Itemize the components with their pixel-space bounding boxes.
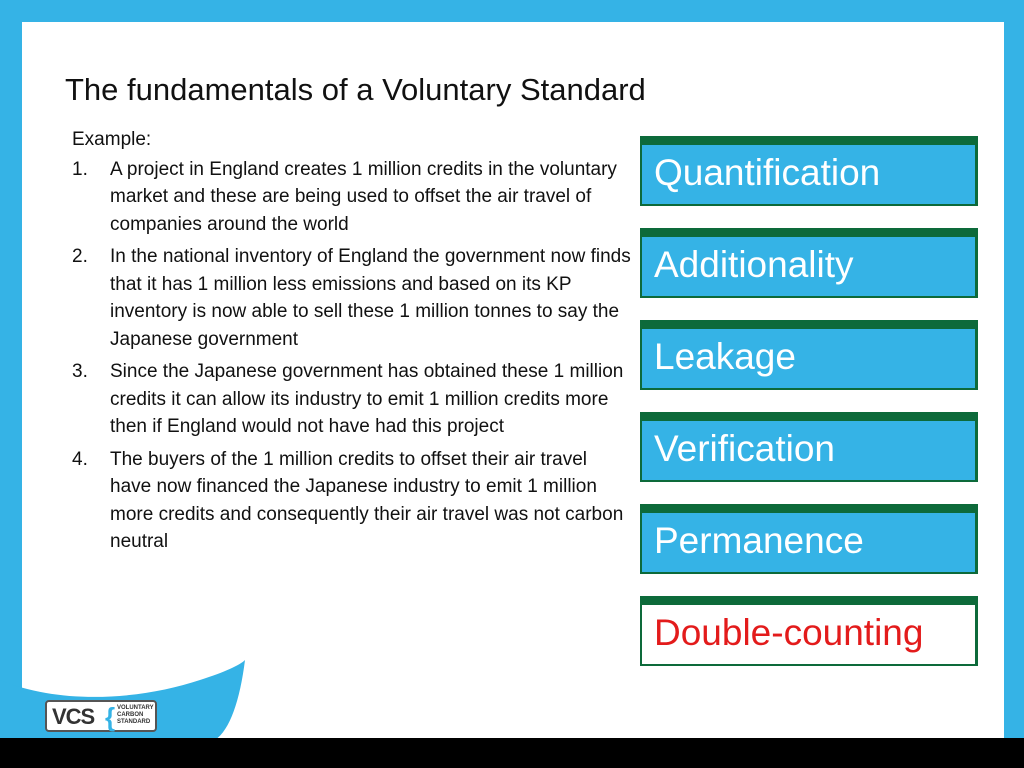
box-permanence (640, 504, 978, 574)
box-label: Leakage (654, 336, 796, 377)
fundamentals-boxes (640, 136, 978, 688)
box-additionality (640, 228, 978, 298)
slide-title: The fundamentals of a Voluntary Standard (65, 72, 646, 107)
logo-bracket-icon: { (105, 702, 116, 732)
logo-line-1: VOLUNTARY (117, 705, 154, 711)
list-text: The buyers of the 1 million credits to offset their air travel have now financed the Japanese industry to emit 1 million more credits and consequently their air travel was not carbon neutral (110, 448, 624, 552)
box-leakage (640, 320, 978, 390)
list-number: 2. (72, 246, 88, 267)
box-label: Quantification (654, 152, 881, 193)
vcs-logo (45, 700, 157, 732)
list-text: Since the Japanese government has obtained these 1 million credits it can allow its industry to emit 1 million credits more then if England would not have had this project (110, 361, 624, 437)
box-label: Double-counting (654, 612, 924, 653)
box-label: Additionality (654, 244, 854, 285)
list-text: In the national inventory of England the government now finds that it has 1 million less emissions and based on its KP inventory is now able to sell these 1 million tonnes to say the Japanese government (110, 246, 631, 350)
footer-bar (0, 738, 1024, 768)
logo-subtitle (117, 705, 154, 726)
list-text: A project in England creates 1 million credits in the voluntary market and these are being used to offset the air travel of companies around the world (110, 158, 617, 235)
box-double-counting (640, 596, 978, 666)
example-body (72, 126, 632, 561)
list-item (72, 446, 632, 556)
box-label: Permanence (654, 520, 864, 561)
example-list (72, 156, 632, 556)
box-verification (640, 412, 978, 482)
box-quantification (640, 136, 978, 206)
list-number: 3. (72, 361, 88, 382)
logo-abbr: VCS (52, 704, 95, 729)
list-item (72, 243, 632, 353)
logo-line-3: STANDARD (117, 719, 151, 725)
example-label: Example: (72, 129, 152, 150)
list-item (72, 156, 632, 239)
list-item (72, 358, 632, 441)
list-number: 4. (72, 448, 88, 470)
list-number: 1. (72, 158, 88, 180)
box-label: Verification (654, 428, 835, 469)
logo-line-2: CARBON (117, 712, 144, 718)
